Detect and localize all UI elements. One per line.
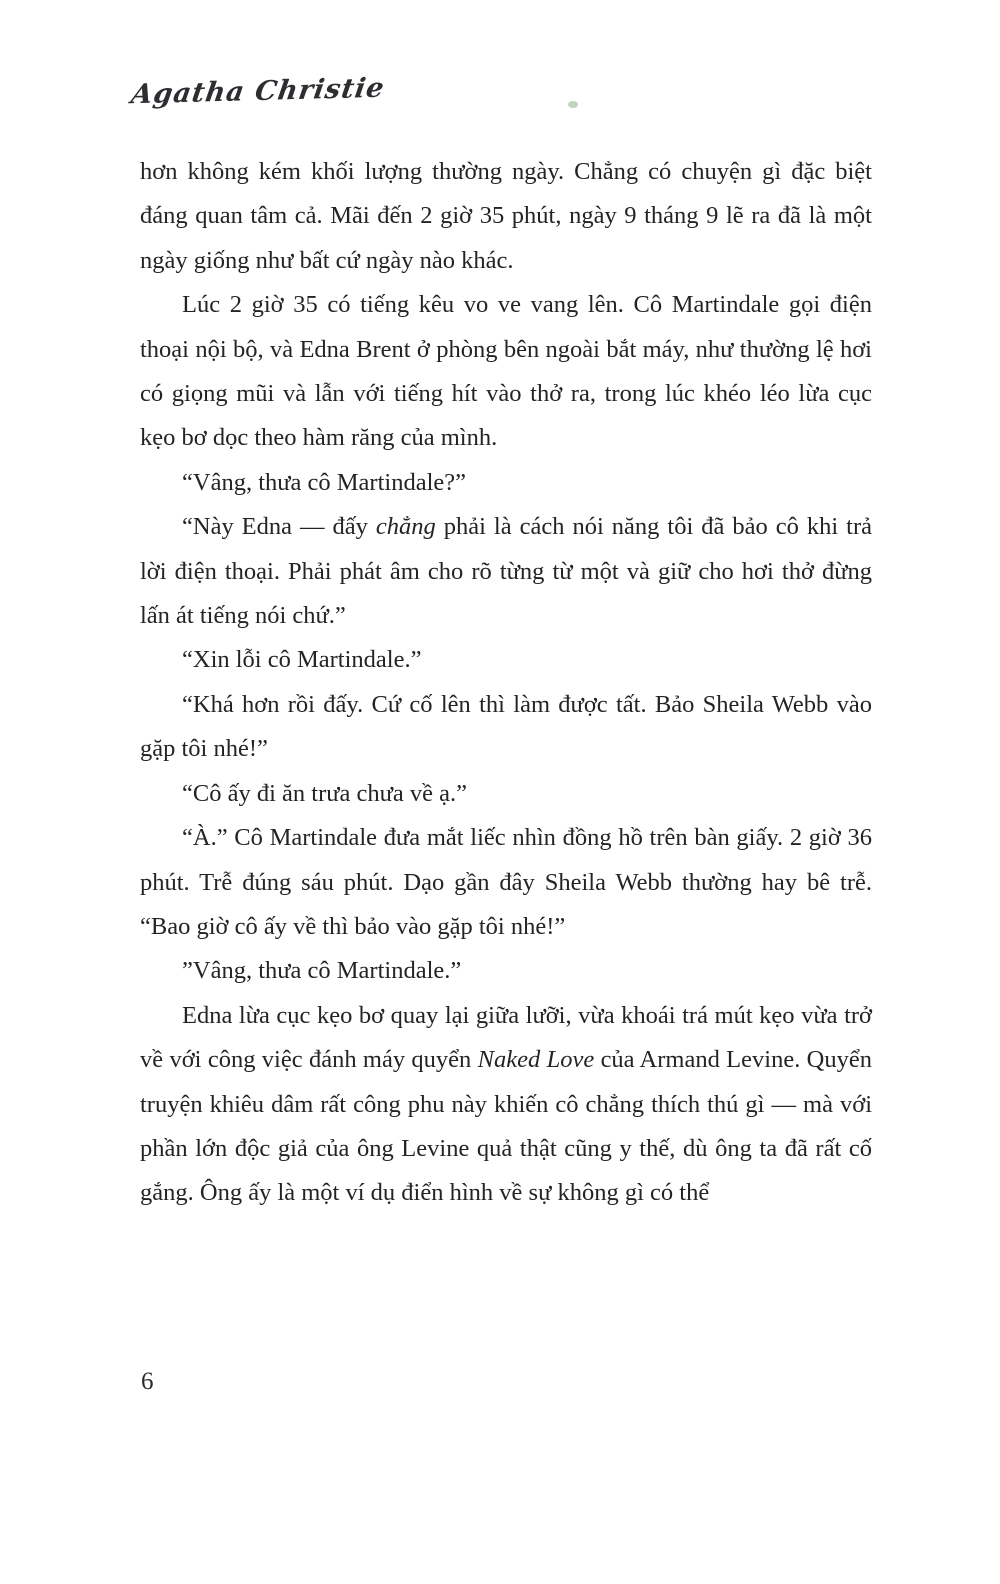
text: “Khá hơn rồi đấy. Cứ cố lên thì làm được tất. Bảo Sheila Webb vào gặp tôi nhé!”	[140, 690, 872, 763]
paragraph	[140, 461, 872, 505]
paragraph	[140, 150, 872, 283]
text: “Cô ấy đi ăn trưa chưa về ạ.”	[182, 779, 468, 807]
page-number: 6	[141, 1368, 154, 1395]
paragraph	[140, 949, 872, 993]
italic-text: chẳng	[375, 513, 436, 541]
text: “Xin lỗi cô Martindale.”	[182, 646, 422, 674]
text: hơn không kém khối lượng thường ngày. Chẳng có chuyện gì đặc biệt đáng quan tâm cả. Mãi đến 2 giờ 35 phút, ngày 9 tháng 9 lẽ ra đã là một ngày giống như bất cứ ngày nào khác.	[140, 158, 872, 274]
paragraph	[140, 683, 872, 772]
author-signature: Agatha Christie	[129, 72, 387, 111]
italic-text: Naked Love	[477, 1046, 595, 1074]
text: Lúc 2 giờ 35 có tiếng kêu vo ve vang lên. Cô Martindale gọi điện thoại nội bộ, và Edna Brent ở phòng bên ngoài bắt máy, như thường lệ hơi có giọng mũi và lẫn với tiếng hít vào thở ra, trong lúc khéo léo lừa cục kẹo bơ dọc theo hàm răng của mình.	[140, 291, 872, 452]
paragraph	[140, 994, 872, 1216]
paragraph	[140, 816, 872, 949]
text: “Vâng, thưa cô Martindale?”	[182, 468, 467, 496]
paragraph	[140, 505, 872, 638]
text: ”Vâng, thưa cô Martindale.”	[182, 957, 462, 985]
text: “Này Edna — đấy	[182, 513, 376, 541]
text: “À.” Cô Martindale đưa mắt liếc nhìn đồng hồ trên bàn giấy. 2 giờ 36 phút. Trễ đúng sáu phút. Dạo gần đây Sheila Webb thường hay bê trễ. “Bao giờ cô ấy về thì bảo vào gặp tôi nhé!”	[140, 824, 872, 940]
paragraph	[140, 772, 872, 816]
text: của Armand Levine. Quyển truyện khiêu dâm rất công phu này khiến cô chẳng thích thú gì — mà với phần lớn độc giả của ông Levine quả thật cũng y thế, dù ông ta đã rất cố gắng. Ông ấy là một ví dụ điển hình về sự không gì có thể	[140, 1046, 872, 1207]
scan-artifact	[568, 101, 578, 108]
text: phải là cách nói năng tôi đã bảo cô khi trả lời điện thoại. Phải phát âm cho rõ từng từ một và giữ cho hơi thở đừng lấn át tiếng nói chứ.”	[140, 513, 872, 630]
paragraph	[140, 283, 872, 461]
text: Edna lừa cục kẹo bơ quay lại giữa lưỡi, vừa khoái trá mút kẹo vừa trở về với công việc đánh máy quyển	[140, 1001, 872, 1074]
page-body	[140, 150, 872, 1216]
paragraph	[140, 638, 872, 682]
